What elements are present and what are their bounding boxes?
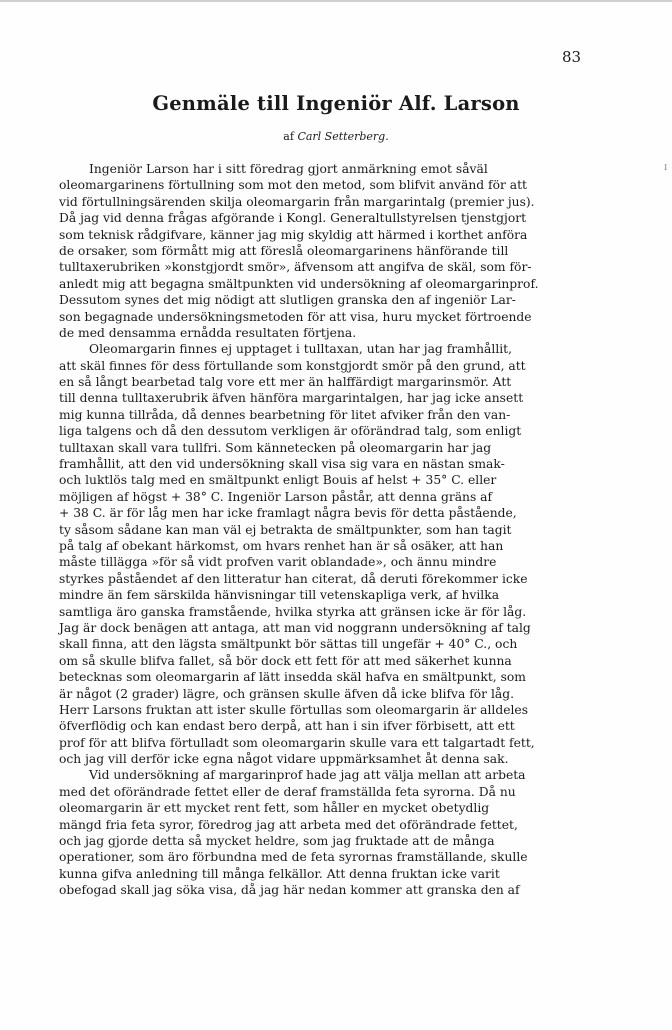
body-line: styrkes påståendet af den litteratur han citerat, då deruti förekommer icke [59, 571, 528, 586]
body-line: som teknisk rådgifvare, känner jag mig skyldig att härmed i korthet anföra [59, 227, 528, 242]
body-line: Ingeniör Larson har i sitt föredrag gjort anmärkning emot såväl [89, 162, 488, 176]
body-line: på talg af obekant härkomst, om hvars renhet han är så osäker, att han [59, 538, 504, 553]
body-line: Jag är dock benägen att antaga, att man vid noggrann undersökning af talg [59, 620, 531, 635]
body-line: om så skulle blifva fallet, så bör dock ett fett för att med säkerhet kunna [59, 653, 512, 668]
body-line: att skäl finnes för dess förtullande som konstgjordt smör på den grund, att [59, 358, 526, 373]
body-line: öfverflödig och kan endast bero derpå, att han i sin ifver förbisett, att ett [59, 719, 515, 734]
body-line: och luktlös talg med en smältpunkt enligt Bouis af helst + 35° C. eller [59, 473, 497, 488]
body-line: de med densamma ernådda resultaten förtjena. [59, 325, 357, 340]
body-line: prof för att blifva förtulladt som oleomargarin skulle vara ett talgartadt fett, [59, 735, 535, 750]
body-line: tulltaxan skall vara tullfri. Som kännetecken på oleomargarin har jag [59, 440, 492, 455]
article-body [59, 161, 597, 899]
body-line: son begagnade undersökningsmetoden för att visa, huru mycket förtroende [59, 309, 532, 324]
body-line: mindre än fem särskilda hänvisningar till vetenskapliga verk, af hvilka [59, 588, 500, 603]
body-line: operationer, som äro förbundna med de feta syrornas framställande, skulle [59, 850, 528, 865]
body-line: Herr Larsons fruktan att ister skulle förtullas som oleomargarin är alldeles [59, 702, 529, 717]
body-line: kunna gifva anledning till många felkällor. Att denna fruktan icke varit [59, 866, 500, 881]
body-line: en så långt bearbetad talg vore ett mer än halffärdigt margarinsmör. Att [59, 375, 512, 390]
byline [0, 130, 672, 143]
body-line: Vid undersökning af margarinprof hade jag att välja mellan att arbeta [89, 768, 526, 783]
body-line: och jag gjorde detta så mycket heldre, som jag fruktade att de många [59, 834, 495, 849]
body-line: skall finna, att den lägsta smältpunkt bör sättas till ungefär + 40° C., och [59, 637, 518, 652]
byline-prefix: af [283, 130, 294, 143]
body-line: till denna tulltaxerubrik äfven hänföra margarintalgen, har jag icke ansett [59, 391, 524, 406]
page-number: 83 [562, 48, 582, 66]
body-line: betecknas som oleomargarin af lätt insedda skäl hafva en smältpunkt, som [59, 670, 526, 685]
body-line: + 38 C. är för låg men har icke framlagt några bevis för detta påstående, [59, 506, 517, 521]
body-line: Då jag vid denna frågas afgörande i Kongl. Generaltullstyrelsen tjenstgjort [59, 211, 527, 226]
body-line: vid förtullningsärenden skilja oleomargarin från margarintalg (premier jus). [59, 194, 535, 209]
body-line: oleomargarin är ett mycket rent fett, som håller en mycket obetydlig [59, 801, 490, 816]
body-line: är något (2 grader) lägre, och gränsen skulle äfven då icke blifva för låg. [59, 686, 514, 701]
body-line: Dessutom synes det mig nödigt att slutligen granska den af ingeniör Lar- [59, 293, 516, 308]
body-line: mig kunna tillråda, då dennes bearbetning för litet afviker från den van- [59, 407, 511, 422]
byline-author: Carl Setterberg. [297, 130, 389, 143]
body-line: måste tillägga »för så vidt profven varit oblandade», och ännu mindre [59, 555, 497, 570]
body-line: framhållit, att den vid undersökning skall visa sig vara en nästan smak- [59, 457, 505, 472]
body-line: tulltaxerubriken »konstgjordt smör», äfvensom att angifva de skäl, som för- [59, 260, 532, 275]
article-title: Genmäle till Ingeniör Alf. Larson [152, 92, 520, 115]
body-line: de orsaker, som förmått mig att föreslå oleomargarinens hänförande till [59, 243, 509, 258]
body-line: anledt mig att begagna smältpunkten vid undersökning af oleomargarinprof. [59, 276, 539, 291]
body-line: liga talgens och då den dessutom verkligen är oförändrad talg, som enligt [59, 424, 522, 439]
body-line: med det oförändrade fettet eller de deraf framställda feta syrorna. Då nu [59, 784, 516, 799]
body-line: obefogad skall jag söka visa, då jag här nedan kommer att granska den af [59, 883, 520, 898]
body-line: Oleomargarin finnes ej upptaget i tulltaxan, utan har jag framhållit, [89, 342, 513, 357]
body-line: oleomargarinens förtullning som mot den metod, som blifvit använd för att [59, 178, 527, 193]
top-edge-rule [0, 0, 672, 2]
body-line: ty såsom sådane kan man väl ej betrakta de smältpunkter, som han tagit [59, 522, 512, 537]
body-line: mängd fria feta syror, föredrog jag att arbeta med det oförändrade fettet, [59, 817, 518, 832]
body-line: samtliga äro ganska framstående, hvilka styrka att gränsen icke är för låg. [59, 604, 527, 619]
margin-mark: ɪ [664, 162, 668, 173]
body-line: och jag vill derför icke egna något vidare uppmärksamhet åt denna sak. [59, 752, 509, 767]
body-line: möjligen af högst + 38° C. Ingeniör Larson påstår, att denna gräns af [59, 489, 493, 504]
